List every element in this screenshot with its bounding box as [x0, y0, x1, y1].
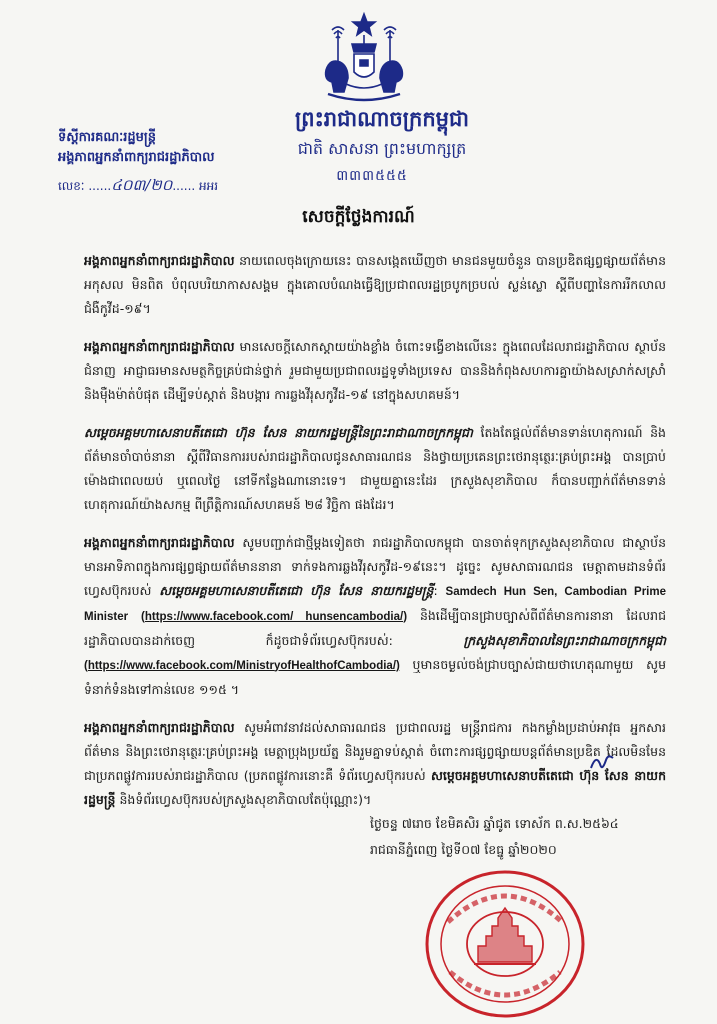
ministry-name: ទីស្ដីការគណៈរដ្ឋមន្ត្រី [58, 130, 156, 145]
paragraph-4 [84, 531, 666, 702]
reference-number: លេខៈ ......៤០៣/២០...... អអរ [58, 176, 219, 194]
p5-pm-name: សម្ដេចអគ្គមហាសេនាបតីតេជោ ហ៊ុន សែន នាយករដ្ឋមន្ត្រី [84, 767, 666, 807]
paragraph-3 [84, 421, 666, 517]
p4-text-c: ឬមានចម្ងល់ចង់ជ្រាបច្បាស់ជាយថាហេតុណាមួយ សូមទំនាក់ទំនងទៅកាន់លេខ ១១៥ ។ [84, 656, 666, 697]
kingdom-title: ព្រះរាជាណាចក្រកម្ពុជា [294, 106, 469, 131]
p2-lead: អង្គភាពអ្នកនាំពាក្យរាជរដ្ឋាភិបាល [84, 338, 235, 354]
p4-moh-name: ក្រសួងសុខាភិបាលនៃព្រះរាជាណាចក្រកម្ពុជា [463, 632, 666, 648]
moh-facebook-link[interactable]: (https://www.facebook.com/MinistryofHealthofCambodia/) [84, 659, 400, 672]
document-title: សេចក្ដីថ្លែងការណ៍ [302, 207, 415, 227]
p4-pm-name: សម្ដេចអគ្គមហាសេនាបតីតេជោ ហ៊ុន សែន នាយករដ្ឋមន្ត្រី [159, 582, 434, 598]
ornament-divider: ៣៣៣៥៥៥ [336, 168, 408, 184]
p5-lead: អង្គភាពអ្នកនាំពាក្យរាជរដ្ឋាភិបាល [84, 719, 235, 735]
initial-signature-icon [588, 750, 616, 776]
ref-label: លេខៈ [58, 179, 85, 193]
p4-text-b: និងដើម្បីបានជ្រាបច្បាស់ពីព័ត៌មានការនានា ដែលរាជរដ្ឋាភិបាលបានដាក់ចេញ ក៏ដូចជាទំព័រហ្វេសប៊ុករបស់: [84, 607, 666, 648]
p3-lead: សម្ដេចអគ្គមហាសេនាបតីតេជោ ហ៊ុន សែន នាយករដ្ឋមន្ត្រីនៃព្រះរាជាណាចក្រកម្ពុជា [84, 424, 473, 440]
pm-facebook-link[interactable]: (https://www.facebook.com/ hunsencambodia/) [141, 610, 408, 623]
paragraph-1 [84, 249, 666, 321]
issuer-block [58, 128, 258, 168]
ref-number: ៤០៣/២០ [111, 176, 173, 194]
p4-text-a: សូមបញ្ជាក់ជាថ្មីម្ដងទៀតថា រាជរដ្ឋាភិបាលកម្ពុជា បានចាត់ទុកក្រសួងសុខាភិបាល ជាស្ថាប័នមានអាទិភាពក្នុងការផ្សព្វផ្សាយព័ត៌មាននានា ទាក់ទងការឆ្លងវីរុសកូវីដ-១៩នេះ។ ដូច្នេះ សូមសាធារណជន មេត្តាតាមដានទំព័រហ្វេសប៊ុករបស់ [84, 534, 666, 598]
p4-lead: អង្គភាពអ្នកនាំពាក្យរាជរដ្ឋាភិបាល [84, 534, 235, 550]
statement-body [84, 236, 666, 826]
official-seal-icon [420, 862, 590, 1022]
p4-english-name: Samdech Hun Sen, Cambodian Prime Minister [84, 585, 666, 623]
p1-lead: អង្គភាពអ្នកនាំពាក្យរាជរដ្ឋាភិបាល [84, 252, 235, 268]
paragraph-2 [84, 335, 666, 407]
p2-text: មានសេចក្ដីសោកស្ដាយយ៉ាងខ្លាំង ចំពោះទង្វើខាងលើនេះ ក្នុងពេលដែលរាជរដ្ឋាភិបាល ស្ថាប័នជំនាញ អាជ្ញាធរមានសមត្ថកិច្ចគ្រប់ជាន់ថ្នាក់ រួមជាមួយប្រជាពលរដ្ឋទូទាំងប្រទេស បាននិងកំពុងសហការគ្នាយ៉ាងសស្រាក់សស្រាំ និងម៉ឺងម៉ាត់បំផុត ដើម្បីទប់ស្កាត់ និងបង្ការ ការឆ្លងវីរុសកូវីដ-១៩ នៅក្នុងសហគមន៍។ [84, 338, 666, 402]
lunar-date: ថ្ងៃចន្ទ ៧រោច ខែមិគសិរ ឆ្នាំជូត ទោស័ក ព.ស.២៥៦៤ [370, 816, 619, 831]
office-name: អង្គភាពអ្នកនាំពាក្យរាជរដ្ឋាភិបាល [58, 150, 215, 165]
solar-date: រាជធានីភ្នំពេញ ថ្ងៃទី០៧ ខែធ្នូ ឆ្នាំ២០២០ [370, 842, 557, 857]
ref-suffix: អអរ [199, 179, 219, 193]
p3-text: តែងតែផ្ដល់ព័ត៌មានទាន់ហេតុការណ៍ និងព័ត៌មានចាំបាច់នានា ស្ដីពីវិធានការរបស់រាជរដ្ឋាភិបាលជូនសាធារណជន និងថ្វាយប្រគេនព្រះថេរានុត្ថេរៈគ្រប់ព្រះអង្គ បានប្រាប់ម៉ោងជាពេលយប់ ឬពេលថ្ងៃ នៅទីកន្លែងណានោះទេ។ ជាមួយគ្នានេះដែរ ក្រសួងសុខាភិបាល ក៏បានបញ្ជាក់ព័ត៌មានទាន់ហេតុការណ៍យ៉ាងសកម្ម ពីព្រឹត្តិការណ៍សហគមន៍ ២៨ វិច្ឆិកា ផងដែរ។ [84, 424, 666, 512]
national-motto: ជាតិ សាសនា ព្រះមហាក្សត្រ [297, 139, 467, 158]
p4-colon: : [433, 582, 446, 598]
royal-emblem-icon [318, 10, 410, 106]
p5-text-b: និងទំព័រហ្វេសប៊ុករបស់ក្រសួងសុខាភិបាលតែប៉ុណ្ណោះ)។ [115, 791, 372, 807]
p5-text-a: សូមអំពាវនាវដល់សាធារណជន ប្រជាពលរដ្ឋ មន្ត្រីរាជការ កងកម្លាំងប្រដាប់អាវុធ អ្នកសារព័ត៌មាន និងព្រះថេរានុត្ថេរៈគ្រប់ព្រះអង្គ មេត្តាប្រុងប្រយ័ត្ន និងរួមគ្នាទប់ស្កាត់ ចំពោះការផ្សព្វផ្សាយបន្តព័ត៌មានប្រឌិត ដែលមិនមែនជាប្រភពផ្លូវការរបស់រាជរដ្ឋាភិបាល (ប្រភពផ្លូវការនោះគឺ ទំព័រហ្វេសប៊ុករបស់ [84, 719, 666, 783]
paragraph-5 [84, 716, 666, 812]
p1-text: នាយពេលចុងក្រោយនេះ បានសង្កេតឃើញថា មានជនមួយចំនួន បានប្រឌិតផ្សព្វផ្សាយព័ត៌មានអកុសល មិនពិត បំពុលបរិយាកាសសង្គម ក្នុងគោលបំណងធ្វើឱ្យប្រជាពលរដ្ឋច្របូកច្របល់ ស្លន់ស្លោ ស្ដីពីបញ្ហានៃការរីកលាលជំងឺកូវីដ-១៩។ [84, 252, 666, 316]
